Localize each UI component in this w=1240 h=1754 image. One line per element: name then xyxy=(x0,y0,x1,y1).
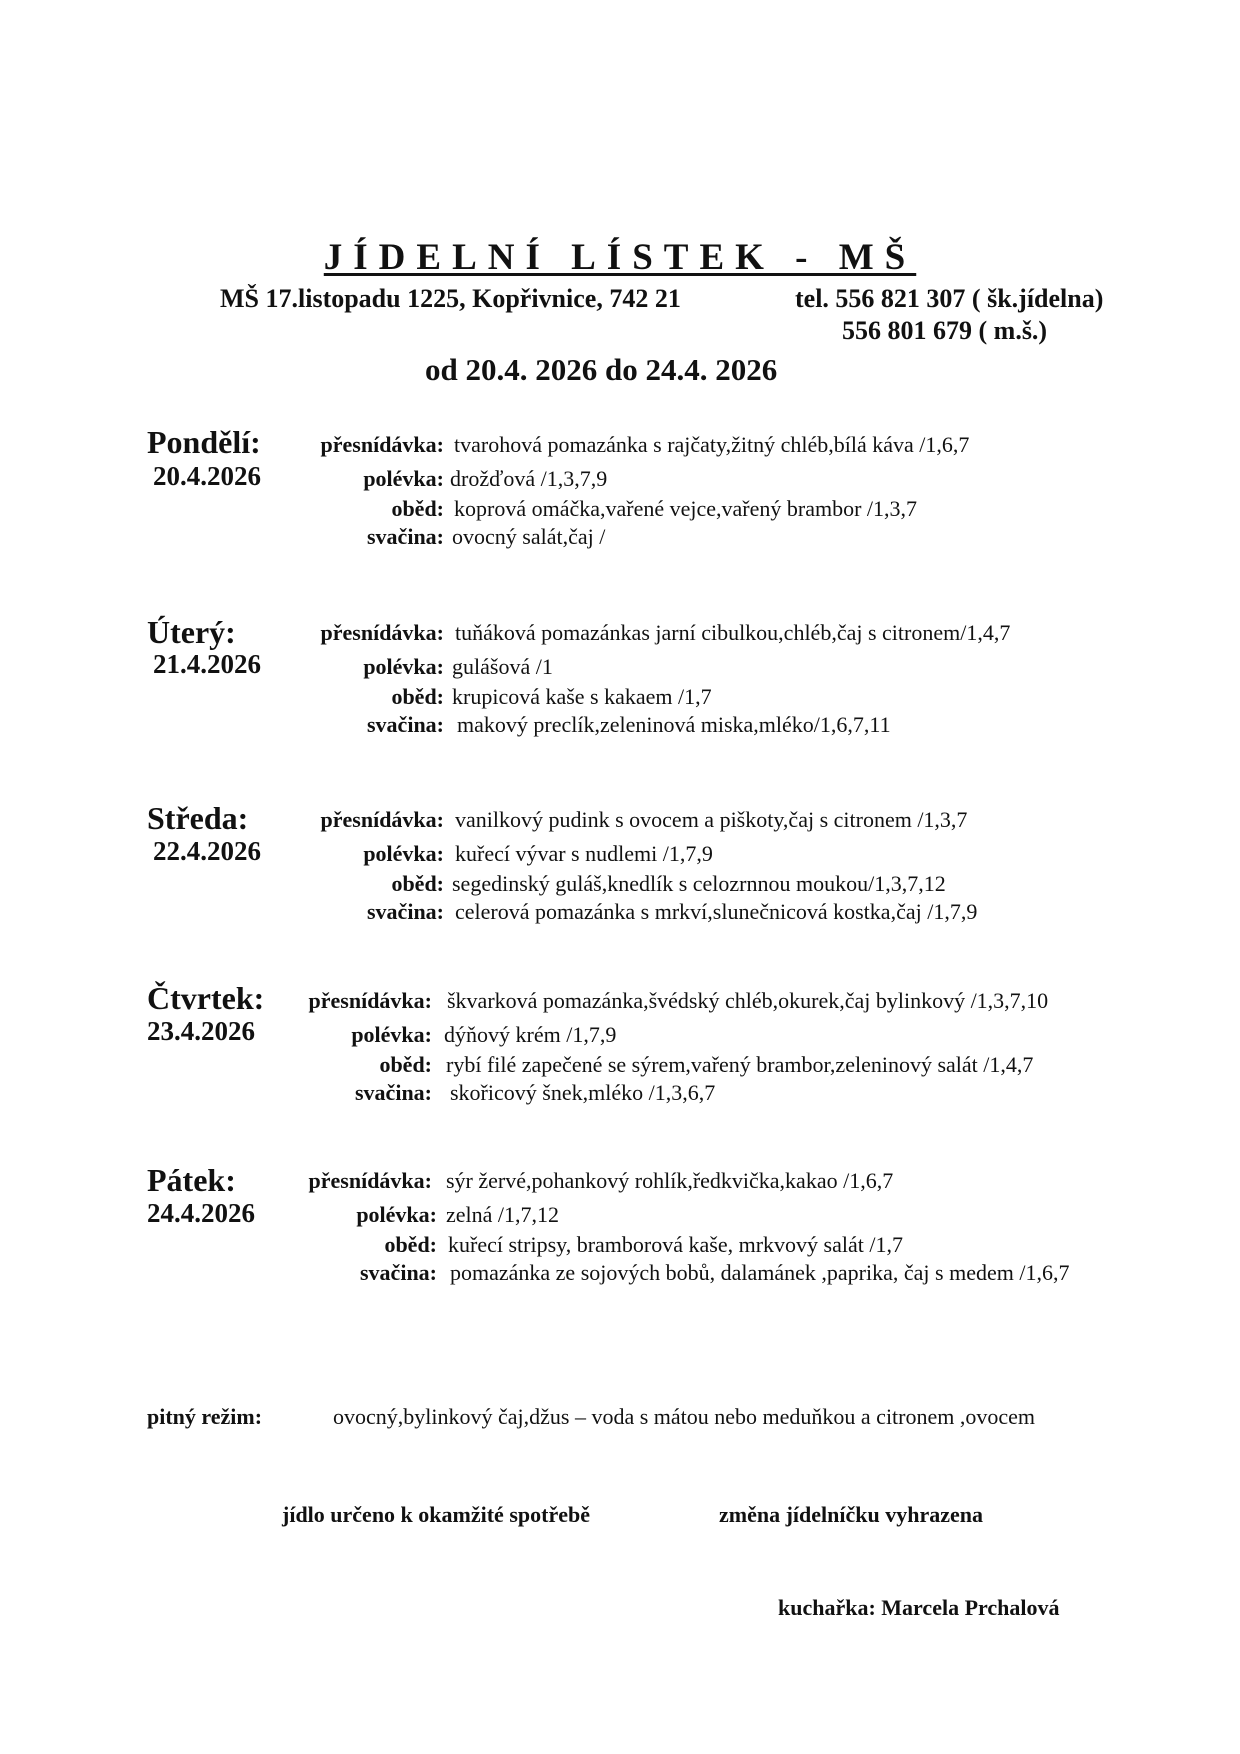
drinks-label: pitný režim: xyxy=(147,1404,263,1429)
day-date: 21.4.2026 xyxy=(153,649,261,679)
meal-label-soup: polévka: xyxy=(363,466,444,491)
meal-item-lunch: krupicová kaše s kakaem /1,7 xyxy=(452,684,712,709)
meal-label-snack-pm: svačina: xyxy=(367,899,444,924)
meal-label-lunch: oběd: xyxy=(391,496,444,521)
meal-item-soup: gulášová /1 xyxy=(452,654,553,679)
day-date: 22.4.2026 xyxy=(153,836,261,866)
day-date: 24.4.2026 xyxy=(147,1198,255,1228)
day-date: 23.4.2026 xyxy=(147,1016,255,1046)
meal-item-soup: zelná /1,7,12 xyxy=(446,1202,560,1227)
meal-item-soup: kuřecí vývar s nudlemi /1,7,9 xyxy=(455,841,713,866)
meal-item-soup: dýňový krém /1,7,9 xyxy=(444,1022,617,1047)
meal-label-soup: polévka: xyxy=(363,841,444,866)
meal-item-snack-am: sýr žervé,pohankový rohlík,ředkvička,kakao /1,6,7 xyxy=(446,1168,894,1193)
meal-label-soup: polévka: xyxy=(363,654,444,679)
day-name: Pondělí: xyxy=(147,424,261,460)
meal-item-lunch: segedinský guláš,knedlík s celozrnnou moukou/1,3,7,12 xyxy=(452,871,946,896)
meal-label-snack-pm: svačina: xyxy=(367,524,444,549)
phone-school: 556 801 679 ( m.š.) xyxy=(842,316,1048,345)
note-consume: jídlo určeno k okamžité spotřebě xyxy=(282,1502,590,1527)
meal-item-snack-pm: pomazánka ze sojových bobů, dalamánek ,paprika, čaj s medem /1,6,7 xyxy=(450,1260,1070,1285)
meal-label-soup: polévka: xyxy=(351,1022,432,1047)
cook-signature: kuchařka: Marcela Prchalová xyxy=(778,1595,1060,1620)
meal-item-snack-am: tvarohová pomazánka s rajčaty,žitný chléb,bílá káva /1,6,7 xyxy=(454,432,970,457)
day-date: 20.4.2026 xyxy=(153,461,261,491)
meal-item-snack-pm: celerová pomazánka s mrkví,slunečnicová kostka,čaj /1,7,9 xyxy=(455,899,978,924)
drinks-text: ovocný,bylinkový čaj,džus – voda s mátou nebo meduňkou a citronem ,ovocem xyxy=(333,1404,1036,1429)
note-menu-change: změna jídelníčku vyhrazena xyxy=(719,1502,983,1527)
meal-item-snack-pm: ovocný salát,čaj / xyxy=(452,524,606,549)
meal-label-snack-am: přesnídávka: xyxy=(308,1168,432,1193)
meal-label-snack-am: přesnídávka: xyxy=(320,807,444,832)
meal-item-snack-am: tuňáková pomazánkas jarní cibulkou,chléb,čaj s citronem/1,4,7 xyxy=(455,620,1011,645)
meal-item-snack-am: škvarková pomazánka,švédský chléb,okurek,čaj bylinkový /1,3,7,10 xyxy=(447,988,1049,1013)
meal-label-soup: polévka: xyxy=(356,1202,437,1227)
meal-label-lunch: oběd: xyxy=(391,684,444,709)
day-name: Úterý: xyxy=(147,614,236,650)
school-address: MŠ 17.listopadu 1225, Kopřivnice, 742 21 xyxy=(220,284,681,313)
meal-item-snack-pm: makový preclík,zeleninová miska,mléko/1,6,7,11 xyxy=(457,712,891,737)
meal-item-lunch: rybí filé zapečené se sýrem,vařený brambor,zeleninový salát /1,4,7 xyxy=(446,1052,1034,1077)
phone-kitchen: tel. 556 821 307 ( šk.jídelna) xyxy=(795,284,1104,313)
meal-item-lunch: kuřecí stripsy, bramborová kaše, mrkvový salát /1,7 xyxy=(448,1232,903,1257)
meal-item-snack-pm: skořicový šnek,mléko /1,3,6,7 xyxy=(450,1080,716,1105)
meal-label-snack-pm: svačina: xyxy=(367,712,444,737)
meal-label-snack-am: přesnídávka: xyxy=(320,620,444,645)
meal-item-soup: drožďová /1,3,7,9 xyxy=(450,466,608,491)
date-range: od 20.4. 2026 do 24.4. 2026 xyxy=(425,352,778,387)
meal-label-snack-pm: svačina: xyxy=(360,1260,437,1285)
page-title: JÍDELNÍ LÍSTEK - MŠ xyxy=(323,237,917,278)
day-name: Čtvrtek: xyxy=(147,980,265,1016)
day-name: Středa: xyxy=(147,800,249,836)
meal-label-lunch: oběd: xyxy=(379,1052,432,1077)
meal-label-snack-am: přesnídávka: xyxy=(320,432,444,457)
meal-label-lunch: oběd: xyxy=(384,1232,437,1257)
meal-item-lunch: koprová omáčka,vařené vejce,vařený brambor /1,3,7 xyxy=(454,496,918,521)
meal-item-snack-am: vanilkový pudink s ovocem a piškoty,čaj s citronem /1,3,7 xyxy=(455,807,968,832)
day-name: Pátek: xyxy=(147,1162,236,1198)
meal-label-lunch: oběd: xyxy=(391,871,444,896)
meal-label-snack-am: přesnídávka: xyxy=(308,988,432,1013)
meal-label-snack-pm: svačina: xyxy=(355,1080,432,1105)
